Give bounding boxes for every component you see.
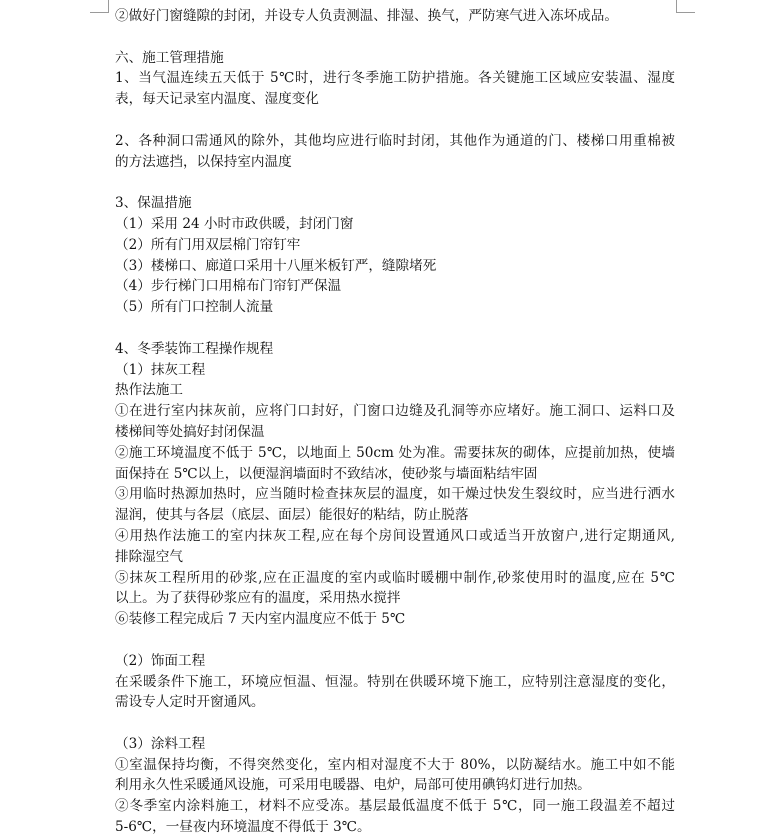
text-line: 排除湿空气	[115, 548, 183, 565]
text-line: 表，每天记录室内温度、湿度变化	[115, 91, 319, 108]
text-line: （4）步行梯门口用棉布门帘钉严保温	[115, 278, 342, 295]
text-line: ②施工环境温度不低于 5℃，以地面上 50cm 处为准。需要抹灰的砌体，应提前加热，使墙	[115, 444, 675, 461]
text-line: （5）所有门口控制人流量	[115, 299, 274, 316]
text-line: 4、冬季装饰工程操作规程	[115, 340, 274, 357]
blank-line	[115, 172, 675, 193]
text-line: 3、保温措施	[115, 195, 192, 212]
text-line: 面保持在 5℃以上，以便湿润墙面时不致结冰，使砂浆与墙面粘结牢固	[115, 465, 538, 482]
blank-line	[115, 110, 675, 131]
text-line: ②冬季室内涂料施工，材料不应受冻。基层最低温度不低于 5℃，同一施工段温差不超过	[115, 798, 675, 815]
text-line: 在采暖条件下施工，环境应恒温、恒湿。特别在供暖环境下施工，应特别注意湿度的变化，	[115, 673, 675, 690]
page-corner-mark-right	[676, 0, 695, 13]
text-line: （3）涂料工程	[115, 735, 206, 752]
text-line: （2）所有门用双层棉门帘钉牢	[115, 236, 301, 253]
text-line: 需设专人定时开窗通风。	[115, 694, 265, 711]
text-line: 的方法遮挡，以保持室内温度	[115, 153, 292, 170]
text-line: 利用永久性采暖通风设施，可采用电暖器、电炉，局部可使用碘钨灯进行加热。	[115, 777, 591, 794]
text-line: （1）抹灰工程	[115, 361, 206, 378]
blank-line	[115, 318, 675, 339]
text-line: 楼梯间等处搞好封闭保温	[115, 423, 265, 440]
text-line: ②做好门窗缝隙的封闭，并设专人负责测温、排湿、换气，严防寒气进入冻坏成品。	[115, 8, 618, 24]
text-line: 1、当气温连续五天低于 5℃时，进行冬季施工防护措施。各关键施工区域应安装温、湿度	[115, 70, 675, 87]
text-line: ①室温保持均衡，不得突然变化，室内相对湿度不大于 80%，以防凝结水。施工中如不能	[115, 756, 675, 773]
text-line: 以上。为了获得砂浆应有的温度，采用热水搅拌	[115, 590, 401, 607]
text-line: 热作法施工	[115, 382, 183, 399]
blank-line	[115, 630, 675, 651]
text-line: ⑥装修工程完成后 7 天内室内温度应不低于 5℃	[115, 611, 406, 628]
text-line: （2）饰面工程	[115, 652, 206, 669]
text-line: 湿润，使其与各层（底层、面层）能很好的粘结，防止脱落	[115, 507, 469, 524]
text-line: ③用临时热源加热时，应当随时检查抹灰层的温度，如干燥过快发生裂纹时，应当进行洒水	[115, 486, 675, 503]
blank-line	[115, 27, 675, 48]
text-line: 5-6℃，一昼夜内环境温度不得低于 3℃。	[115, 819, 371, 836]
text-line: ④用热作法施工的室内抹灰工程,应在每个房间设置通风口或适当开放窗户,进行定期通风,	[115, 527, 675, 544]
text-line: ⑤抹灰工程所用的砂浆,应在正温度的室内或临时暖棚中制作,砂浆使用时的温度,应在 5℃	[115, 569, 675, 586]
blank-line	[115, 713, 675, 734]
text-line: 2、各种洞口需通风的除外，其他均应进行临时封闭，其他作为通道的门、楼梯口用重棉被	[115, 132, 675, 149]
text-line: 六、施工管理措施	[115, 49, 224, 66]
text-line: （3）楼梯口、廊道口采用十八厘米板钉严，缝隙堵死	[115, 257, 437, 274]
document-body[interactable]	[115, 6, 675, 838]
text-line: （1）采用 24 小时市政供暖，封闭门窗	[115, 215, 354, 232]
text-line: ①在进行室内抹灰前，应将门口封好，门窗口边缝及孔洞等亦应堵好。施工洞口、运料口及	[115, 403, 675, 420]
page-corner-mark-left	[90, 0, 109, 13]
